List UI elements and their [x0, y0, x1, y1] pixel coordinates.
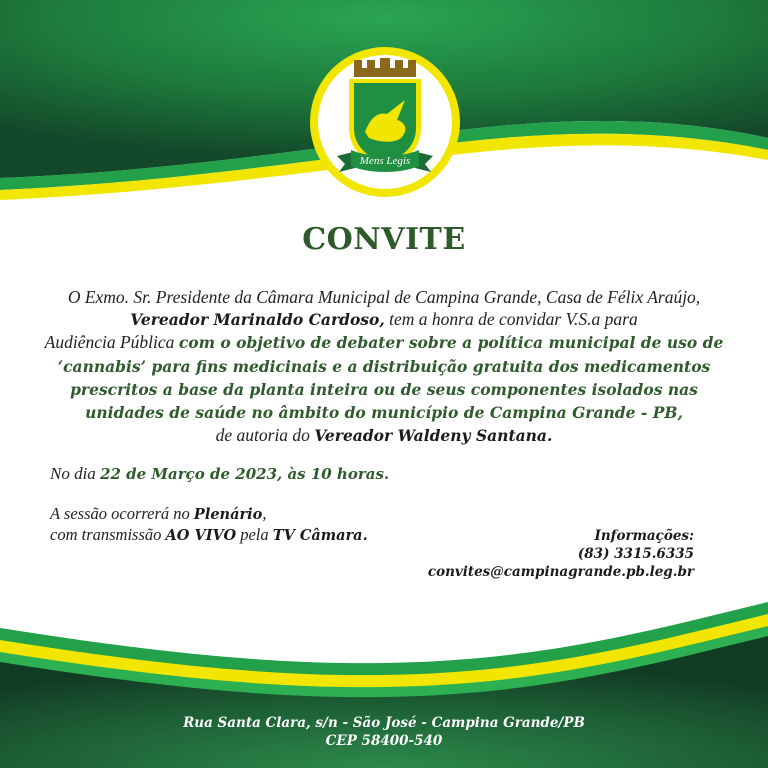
- info-phone[interactable]: (83) 3315.6335: [577, 546, 694, 562]
- page-title: CONVITE: [302, 222, 466, 257]
- date-value: 22 de Março de 2023, às 10 horas.: [100, 465, 390, 483]
- footer-cep: CEP 58400-540: [325, 733, 443, 749]
- invitation-line1: O Exmo. Sr. Presidente da Câmara Municipal de Campina Grande, Casa de Félix Araújo,: [67, 287, 701, 307]
- transmission-channel: TV Câmara.: [272, 527, 368, 544]
- info-label: Informações:: [594, 528, 694, 544]
- contact-info: [428, 527, 694, 581]
- invitation-line3: Audiência Pública: [44, 332, 179, 353]
- footer-address: [0, 714, 768, 750]
- author-prefix: de autoria do: [215, 425, 315, 446]
- invitation-text: [30, 286, 738, 447]
- transmission-mid: pela: [236, 525, 273, 544]
- invitation-subject: com o objetivo de debater sobre a política municipal de uso de ‘cannabis’ para fins medicinais e a distribuição gratuita dos medicamentos prescritos a base da planta inteira ou de seus componentes isolados nas unidades de saúde no âmbito do município de Campina Grande - PB,: [57, 333, 724, 423]
- inviting-vereador: Vereador Marinaldo Cardoso,: [130, 310, 385, 330]
- session-suffix: ,: [262, 504, 267, 523]
- date-prefix: No dia: [50, 464, 101, 483]
- footer-street: Rua Santa Clara, s/n - São José - Campina Grande/PB: [183, 715, 585, 731]
- session-place: Plenário: [193, 506, 263, 523]
- session-info: [50, 504, 368, 546]
- municipal-emblem: [309, 46, 461, 198]
- event-date: [50, 464, 389, 484]
- session-prefix: A sessão ocorrerá no: [50, 504, 194, 523]
- transmission-live: AO VIVO: [165, 527, 237, 544]
- author-name: Vereador Waldeny Santana.: [314, 426, 553, 446]
- info-email[interactable]: convites@campinagrande.pb.leg.br: [427, 564, 694, 580]
- transmission-prefix: com transmissão: [50, 525, 166, 544]
- invitation-line2: tem a honra de convidar V.S.a para: [384, 309, 638, 330]
- emblem-motto: Mens Legis: [359, 155, 411, 167]
